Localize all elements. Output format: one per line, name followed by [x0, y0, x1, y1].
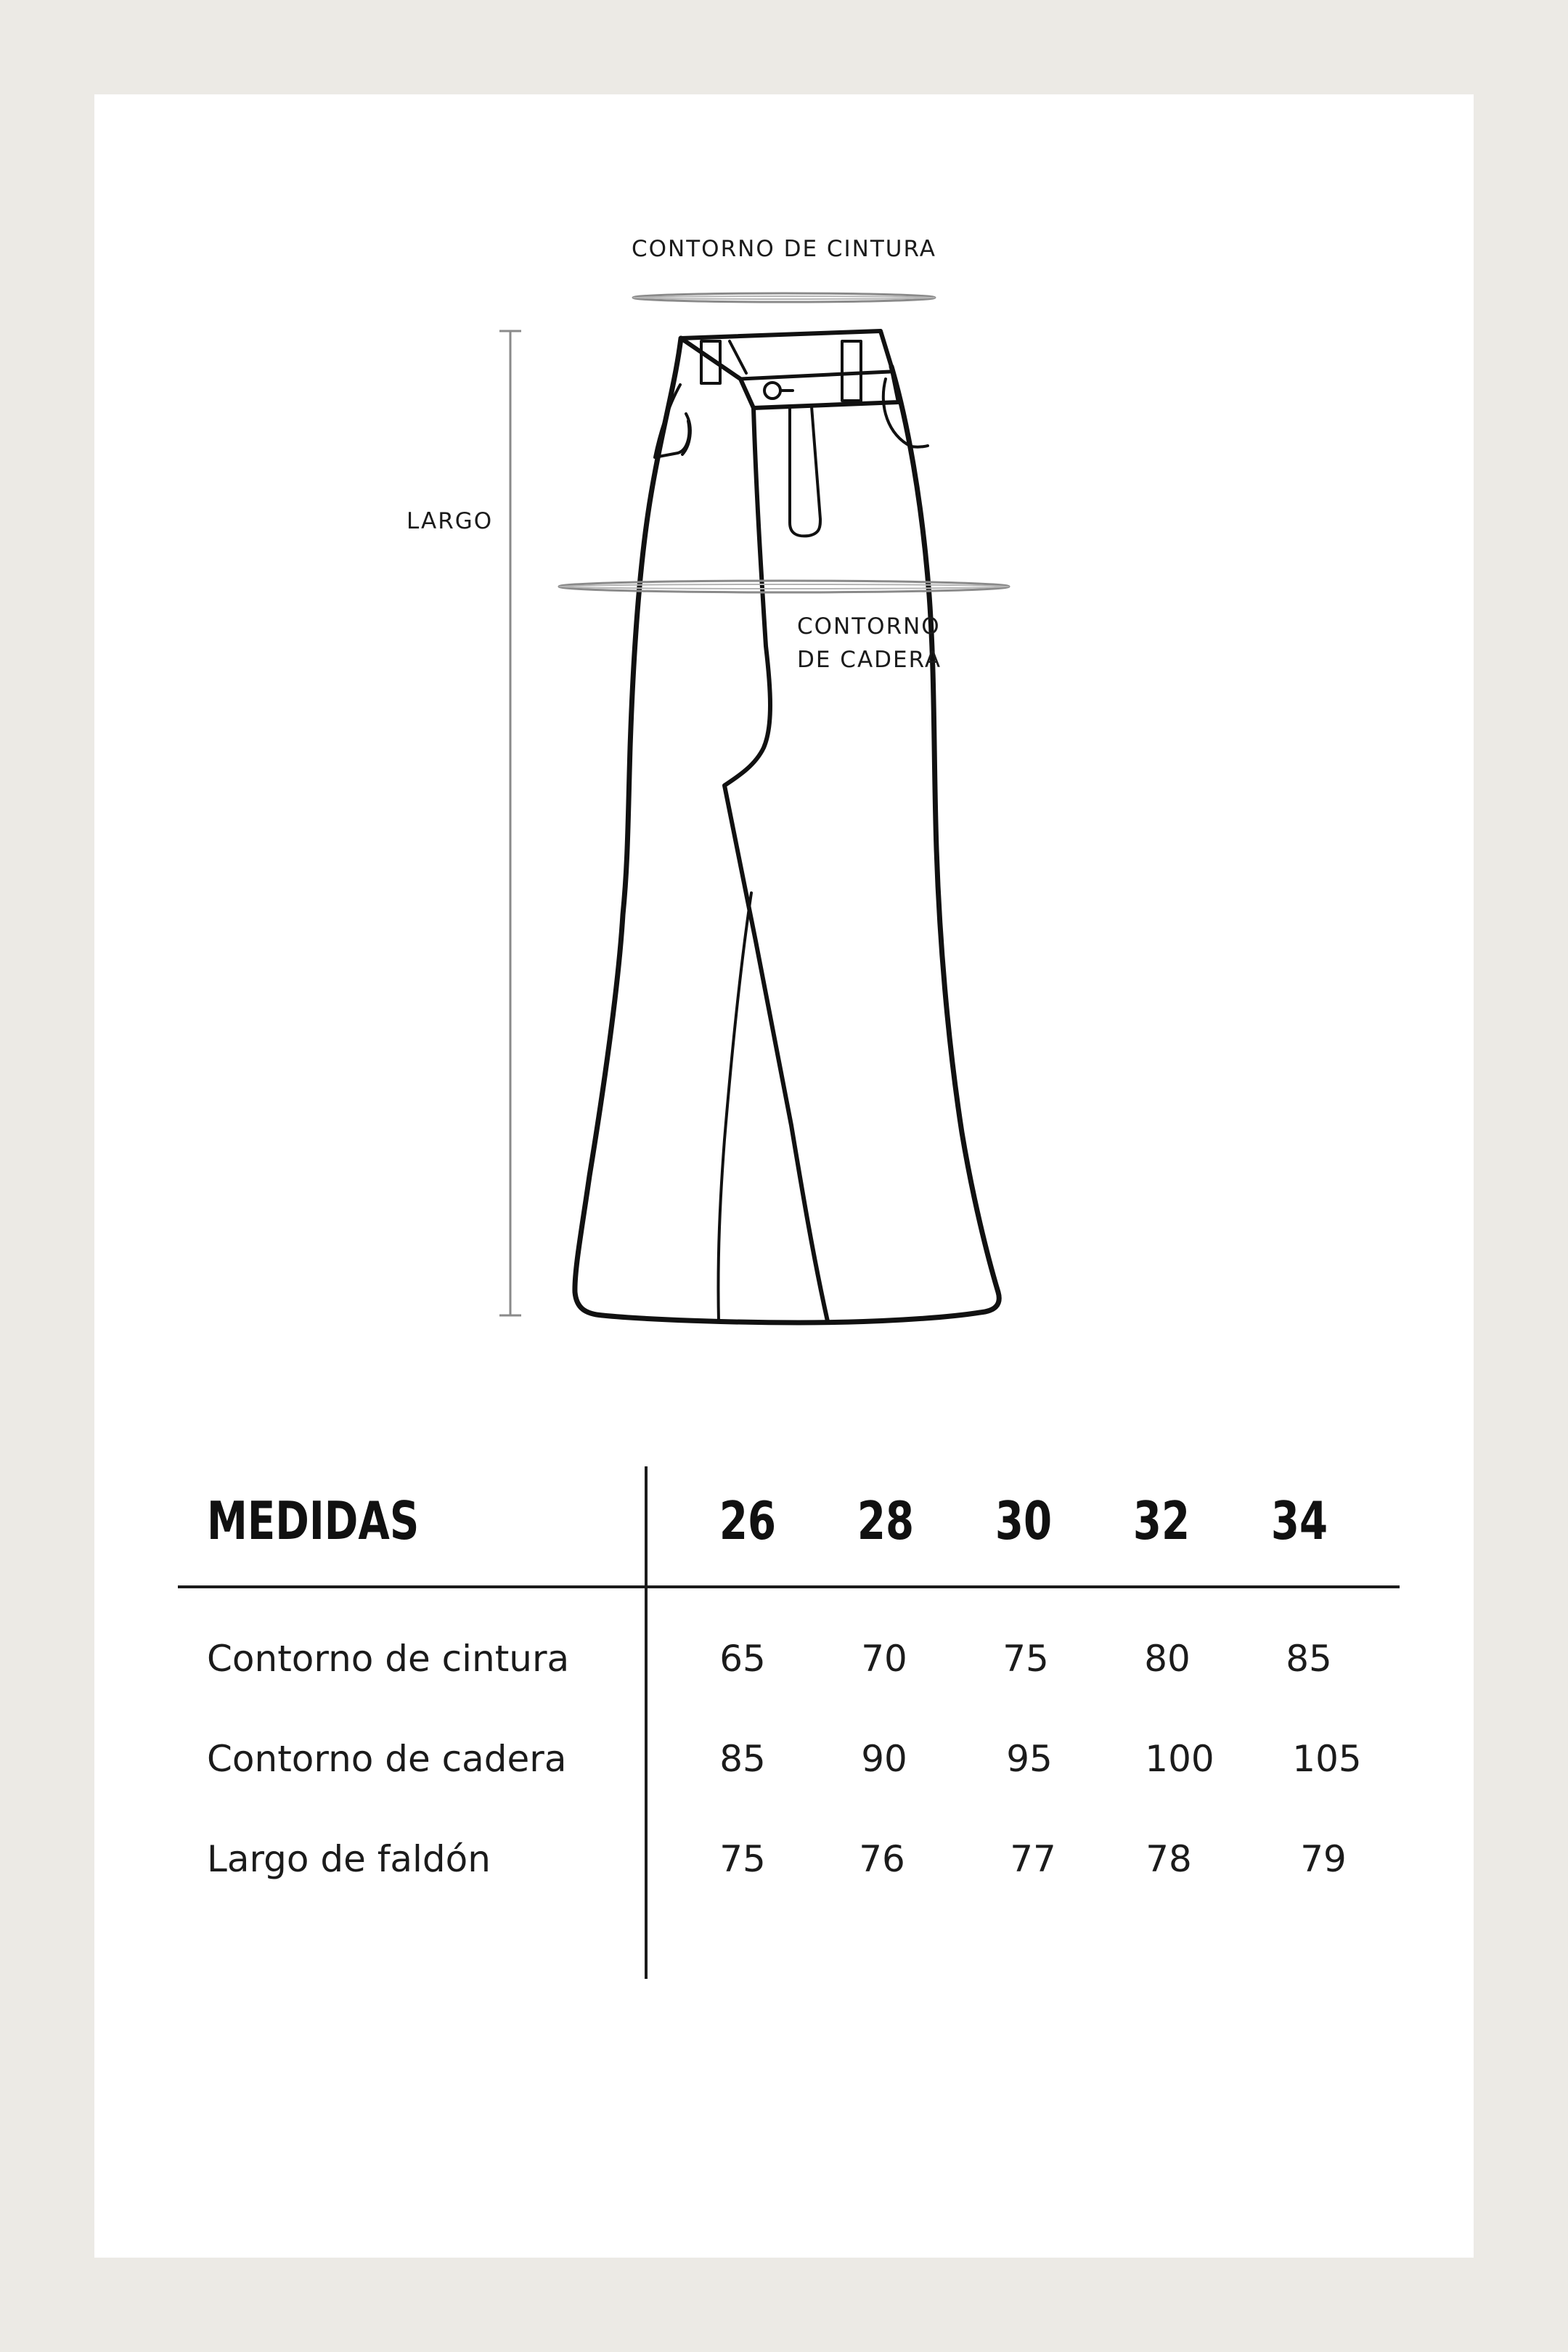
waist-label: CONTORNO DE CINTURA: [632, 236, 936, 262]
size-header: 32: [1132, 1490, 1191, 1551]
table-cell: 70: [861, 1638, 907, 1680]
row-label-hip: Contorno de cadera: [207, 1738, 567, 1780]
size-header: 34: [1270, 1490, 1328, 1551]
table-header-label: MEDIDAS: [207, 1490, 420, 1551]
size-guide-card: [94, 94, 1474, 2258]
table-cell: 95: [1006, 1738, 1053, 1780]
row-label-waist: Contorno de cintura: [207, 1638, 570, 1680]
size-header: 30: [995, 1490, 1053, 1551]
table-cell: 75: [719, 1838, 766, 1880]
hip-measure-guide: [559, 581, 1009, 592]
table-cell: 75: [1003, 1638, 1049, 1680]
table-cell: 90: [861, 1738, 907, 1780]
table-cell: 65: [719, 1638, 766, 1680]
table-cell: 79: [1300, 1838, 1347, 1880]
table-cell: 100: [1145, 1738, 1214, 1780]
size-header: 26: [719, 1490, 777, 1551]
table-cell: 105: [1292, 1738, 1362, 1780]
table-horizontal-divider: [178, 1585, 1400, 1588]
table-cell: 80: [1144, 1638, 1191, 1680]
skirt-outline: [575, 331, 999, 1323]
skirt-illustration: [94, 94, 1474, 1401]
table-cell: 76: [859, 1838, 905, 1880]
table-cell: 85: [1286, 1638, 1332, 1680]
table-cell: 77: [1010, 1838, 1056, 1880]
size-header: 28: [857, 1490, 915, 1551]
hip-label: CONTORNO DE CADERA: [797, 613, 942, 673]
skirt-diagram: [94, 94, 1474, 1401]
row-label-length: Largo de faldón: [207, 1838, 491, 1880]
table-cell: 85: [719, 1738, 766, 1780]
length-label: LARGO: [407, 508, 494, 534]
table-cell: 78: [1146, 1838, 1192, 1880]
table-vertical-divider: [645, 1466, 648, 1979]
length-measure-guide: [499, 331, 521, 1315]
waist-measure-guide: [633, 293, 935, 302]
